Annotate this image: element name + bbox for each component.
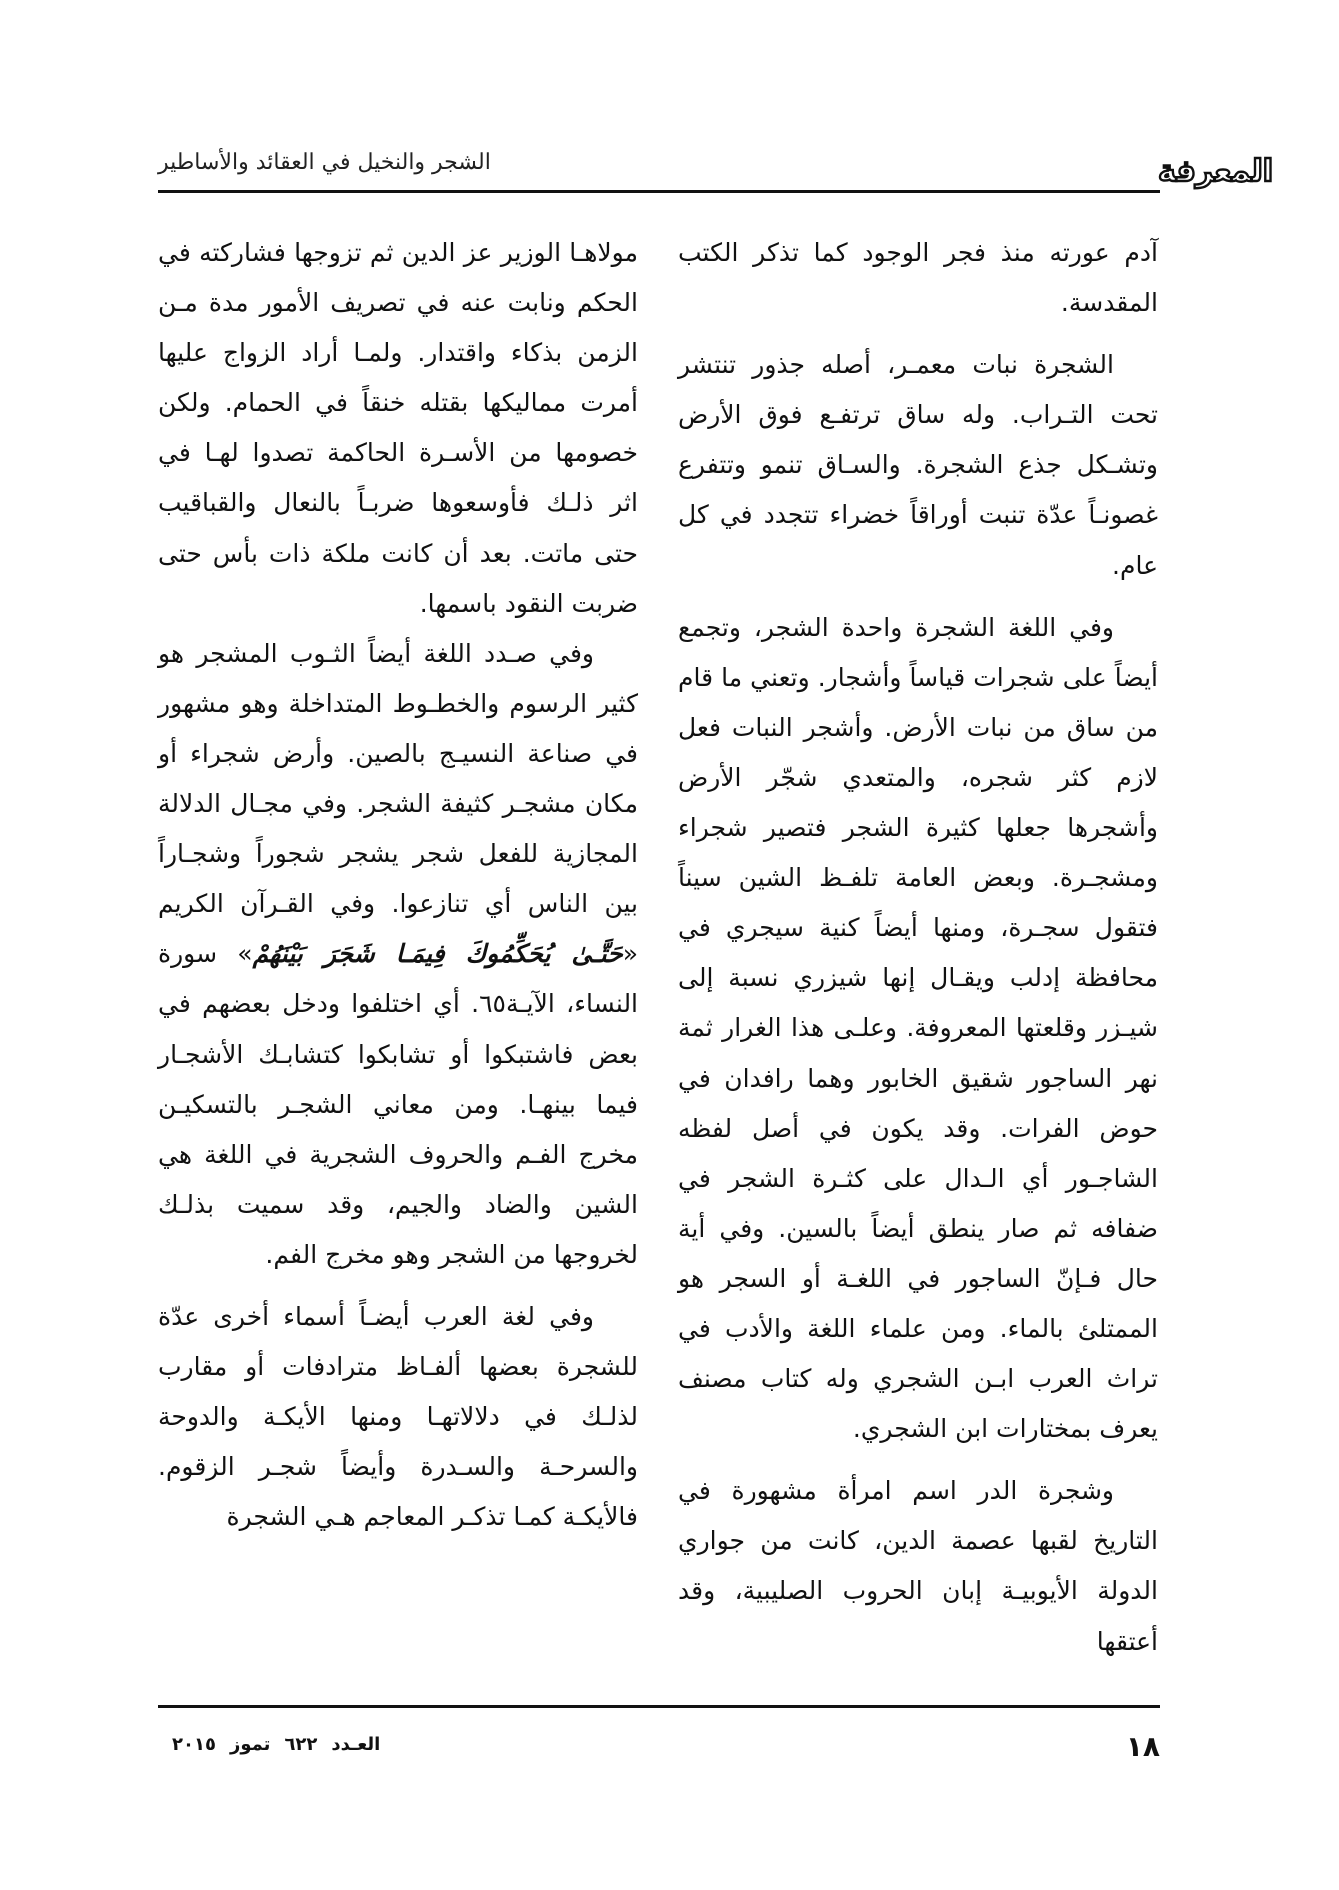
paragraph: وشجرة الدر اسم امرأة مشهورة في التاريخ لقبها عصمة الدين، كانت من جواري الدولة الأيوبيـة إبان الحروب الصليبية، وقد أعتقها — [678, 1476, 1158, 1656]
magazine-logo — [1040, 150, 1274, 190]
paragraph: وفي لغة العرب أيضـاً أسماء أخرى عدّة للشجرة بعضها ألفـاظ مترادفات أو مقارب لذلـك في دلالاتهـا ومنها الأيكـة والدوحة والسرحـة والسـدرة وأيضاً شجـر الزقوم. فالأيكـة كمـا تذكـر المعاجم هـي الشجرة — [158, 1301, 638, 1532]
header-rule — [158, 190, 1160, 193]
issue-label: العـدد — [331, 1734, 381, 1755]
paragraph: آدم عورته منذ فجر الوجود كما تذكر الكتب المقدسة. — [678, 238, 1158, 318]
paragraph: وفي اللغة الشجرة واحدة الشجر، وتجمع أيضاً على شجرات قياساً وأشجار. وتعني ما قام من ساق من نبات الأرض. وأشجر النبات فعل لازم كثر شجره، والمتعدي شجّر الأرض وأشجرها جعلها كثيرة الشجر فتصير شجراء ومشجـرة. وبعض العامة تلفـظ الشين سيناً فتقول سجـرة، ومنها أيضاً كنية سيجري في محافظة إدلب ويقـال إنها شيزري نسبة إلى شيـزر وقلعتها المعروفة. وعلـى هذا الغرار ثمة نهر الساجور شقيق الخابور وهما رافدان في حوض الفرات. وقد يكون في أصل لفظه الشاجـور أي الـدال على كثـرة الشجر في ضفافه ثم صار ينطق أيضاً بالسين. وفي أية حال فـإنّ الساجور في اللغـة أو السجر هو الممتلئ بالماء. ومن علماء اللغة والأدب في تراث العرب ابـن الشجري وله كتاب مصنف يعرف بمختارات ابن الشجري. — [678, 612, 1158, 1444]
paragraph: الشجرة نبات معمـر، أصله جذور تنتشر تحت التـراب. وله ساق ترتفـع فوق الأرض وتشـكل جذع الشجرة. والسـاق تنمو وتتفرع غصونـاً عدّة تنبت أوراقاً خضراء تتجدد في كل عام. — [678, 350, 1158, 580]
issue-number: ٦٢٢ — [284, 1734, 318, 1755]
quran-quote: حَتَّـىٰ يُحَكِّمُوكَ فِيمَـا شَجَرَ بَيْنَهُمْ — [252, 939, 623, 969]
page-number: ١٨ — [1125, 1730, 1160, 1763]
article-title: الشجر والنخيل في العقائد والأساطير — [158, 150, 491, 175]
text-column-right — [678, 228, 1158, 1667]
paragraph — [158, 629, 638, 1280]
paragraph-text: وفي صـدد اللغة أيضاً الثـوب المشجر هو كثير الرسوم والخطـوط المتداخلة وهو مشهور في صناعة النسيـج بالصين. وأرض شجراء أو مكان مشجـر كثيفة الشجر. وفي مجـال الدلالة المجازية للفعل شجر يشجر شجوراً وشجـاراً بين الناس أي تنازعوا. وفي القـرآن الكريم « — [158, 638, 639, 969]
text-column-left — [158, 228, 638, 1542]
issue-year: ٢٠١٥ — [172, 1734, 216, 1755]
magazine-logo-text: المعرفة — [1158, 154, 1274, 189]
issue-info — [158, 1734, 458, 1755]
paragraph: مولاهـا الوزير عز الدين ثم تزوجها فشاركته في الحكم ونابت عنه في تصريف الأمور مدة مـن الزمن بذكاء واقتدار. ولمـا أراد الزواج عليها أمرت مماليكها بقتله خنقاً في الحمام. ولكن خصومها من الأسـرة الحاكمة تصدوا لهـا في اثر ذلـك فأوسعوها ضربـاً بالنعال والقباقيب حتى ماتت. بعد أن كانت ملكة ذات بأس حتى ضربت النقود باسمها. — [158, 238, 638, 618]
issue-month: تموز — [229, 1734, 271, 1755]
footer-rule — [158, 1705, 1160, 1708]
paragraph-text: » سورة النساء، الآيـة٦٥. أي اختلفوا ودخل بعضهم في بعض فاشتبكوا أو تشابكوا كتشابـك الأشجـار فيما بينهـا. ومن معاني الشجـر بالتسكيـن مخرج الفـم والحروف الشجرية في اللغة هي الشين والضاد والجيم، وقد سميت بذلـك لخروجها من الشجر وهو مخرج الفم. — [158, 939, 639, 1269]
